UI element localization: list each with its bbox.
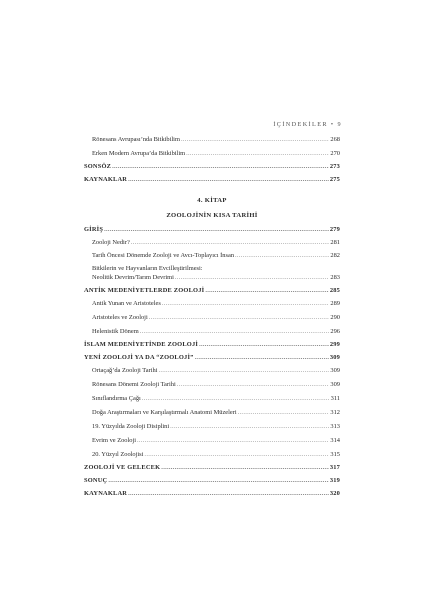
running-head-title: İÇİNDEKİLER	[273, 121, 328, 128]
toc-entry[interactable]	[84, 437, 340, 445]
toc-entry-page: 315	[330, 451, 340, 458]
dot-leader	[108, 477, 328, 485]
toc-entry[interactable]	[84, 367, 340, 375]
toc-entry-page: 283	[330, 274, 340, 281]
toc-entry[interactable]	[84, 381, 340, 389]
toc-entry-label: SONUÇ	[84, 477, 108, 484]
dot-leader	[161, 464, 329, 472]
toc-entry[interactable]	[84, 150, 340, 158]
toc-entry-label: Helenistik Dönem	[92, 328, 139, 335]
toc-entry-page: 314	[330, 437, 340, 444]
dot-leader	[199, 341, 329, 349]
dot-leader	[175, 273, 330, 282]
book-title: ZOOLOJİNİN KISA TARİHİ	[166, 212, 258, 219]
page-number: 9	[337, 121, 342, 128]
toc-entry[interactable]	[84, 314, 340, 322]
toc-entry-label: İSLAM MEDENİYETİNDE ZOOLOJİ	[84, 341, 199, 348]
dot-leader	[238, 409, 330, 417]
toc-entry-page: 268	[330, 136, 340, 143]
toc-entry[interactable]	[84, 395, 340, 403]
dot-leader	[205, 287, 329, 295]
dot-leader	[186, 150, 329, 158]
dot-leader	[235, 252, 329, 260]
toc-entry-label: Erken Modern Avrupa’da Bitkibilim	[92, 150, 186, 157]
toc-entry-label: Aristoteles ve Zooloji	[92, 314, 148, 321]
toc-entry[interactable]	[84, 239, 340, 247]
toc-entry-label: Rönesans Dönemi Zooloji Tarihi	[92, 381, 176, 388]
toc-entry-page: 289	[330, 300, 340, 307]
toc-entry[interactable]	[84, 341, 340, 349]
toc-entry-page: 309	[330, 381, 340, 388]
toc-entry-label: Rönesans Avrupası’nda Bitkibilim	[92, 136, 180, 143]
toc-entry-label: Ortaçağ’da Zooloji Tarihi	[92, 367, 158, 374]
dot-leader	[128, 176, 329, 184]
toc-entry-page: 296	[330, 328, 340, 335]
dot-leader	[131, 239, 330, 247]
toc-entry[interactable]	[84, 136, 340, 144]
book-number: 4. KİTAP	[197, 197, 227, 204]
toc-entry-label: 19. Yüzyılda Zooloji Disiplini	[92, 423, 170, 430]
toc-entry[interactable]	[84, 451, 340, 459]
toc-entry-label-continued: Neolitik Devrim/Tarım Devrimi	[92, 274, 174, 281]
dot-leader	[144, 451, 329, 459]
toc-entry[interactable]	[84, 464, 340, 472]
toc-entry[interactable]	[84, 287, 340, 295]
toc-entry[interactable]	[84, 354, 340, 362]
dot-leader	[112, 163, 329, 171]
dot-leader	[137, 437, 329, 445]
dot-leader	[158, 367, 329, 375]
toc-entry-label: ANTİK MEDENİYETLERDE ZOOLOJİ	[84, 287, 205, 294]
dot-leader	[195, 354, 329, 362]
toc-entry-page: 285	[329, 287, 340, 294]
toc-entry-label: SONSÖZ	[84, 163, 112, 170]
toc-entry-label: Zooloji Nedir?	[92, 239, 130, 246]
toc-entry-page: 299	[329, 341, 340, 348]
toc-entry[interactable]	[84, 477, 340, 485]
toc-entry-page: 317	[329, 464, 340, 471]
toc-entry-label: Doğa Araştırmaları ve Karşılaştırmalı Anatomi Müzeleri	[92, 409, 237, 416]
dot-leader	[140, 328, 330, 336]
dot-leader	[142, 395, 330, 403]
toc-entry[interactable]	[84, 176, 340, 184]
dot-leader	[177, 381, 330, 389]
toc-entry-page: 319	[329, 477, 340, 484]
toc-entry[interactable]	[84, 423, 340, 431]
toc-entry[interactable]	[84, 300, 340, 308]
toc-entry-label: Evrim ve Zooloji	[92, 437, 137, 444]
running-head	[273, 121, 342, 128]
toc-entry-label: 20. Yüzyıl Zoolojisi	[92, 451, 144, 458]
toc-entry-page: 273	[329, 163, 340, 170]
toc-entry-page: 320	[329, 490, 340, 497]
toc-entry-label: ZOOLOJİ VE GELECEK	[84, 464, 161, 471]
toc-entry-page: 309	[330, 367, 340, 374]
toc-entry-label: Antik Yunan ve Aristoteles	[92, 300, 161, 307]
toc-entry[interactable]	[92, 264, 340, 282]
toc-entry-label: Sınıflandırma Çağı	[92, 395, 141, 402]
toc-entry-label: Tarih Öncesi Dönemde Zooloji ve Avcı-Toplayıcı İnsan	[92, 252, 235, 259]
dot-leader	[149, 314, 330, 322]
toc-entry-page: 279	[329, 226, 340, 233]
toc-entry-page: 290	[330, 314, 340, 321]
toc-entry-label: GİRİŞ	[84, 226, 104, 233]
toc-entry[interactable]	[84, 328, 340, 336]
toc-entry-page: 270	[330, 150, 340, 157]
toc-entry-label: Bitkilerin ve Hayvanların Evcilleştirilmesi:	[92, 265, 203, 272]
toc-entry[interactable]	[84, 490, 340, 498]
toc-entry-label: KAYNAKLAR	[84, 490, 128, 497]
dot-leader	[104, 226, 329, 234]
toc-entry-page: 309	[329, 354, 340, 361]
toc-entry[interactable]	[84, 226, 340, 234]
dot-leader	[170, 423, 329, 431]
toc-entry-page: 311	[330, 395, 340, 402]
toc-entry-page: 281	[330, 239, 340, 246]
running-head-separator: •	[330, 121, 335, 128]
toc-entry[interactable]	[84, 252, 340, 260]
toc-entry-page: 313	[330, 423, 340, 430]
toc-entry-page: 312	[330, 409, 340, 416]
toc-entry-page: 282	[330, 252, 340, 259]
toc-entry-label: YENİ ZOOLOJİ YA DA “ZOOLOJİ”	[84, 354, 194, 361]
toc-entry-page: 275	[329, 176, 340, 183]
toc-entry[interactable]	[84, 409, 340, 417]
toc-entry[interactable]	[84, 163, 340, 171]
dot-leader	[162, 300, 330, 308]
dot-leader	[128, 490, 329, 498]
dot-leader	[181, 136, 329, 144]
toc-entry-label: KAYNAKLAR	[84, 176, 128, 183]
